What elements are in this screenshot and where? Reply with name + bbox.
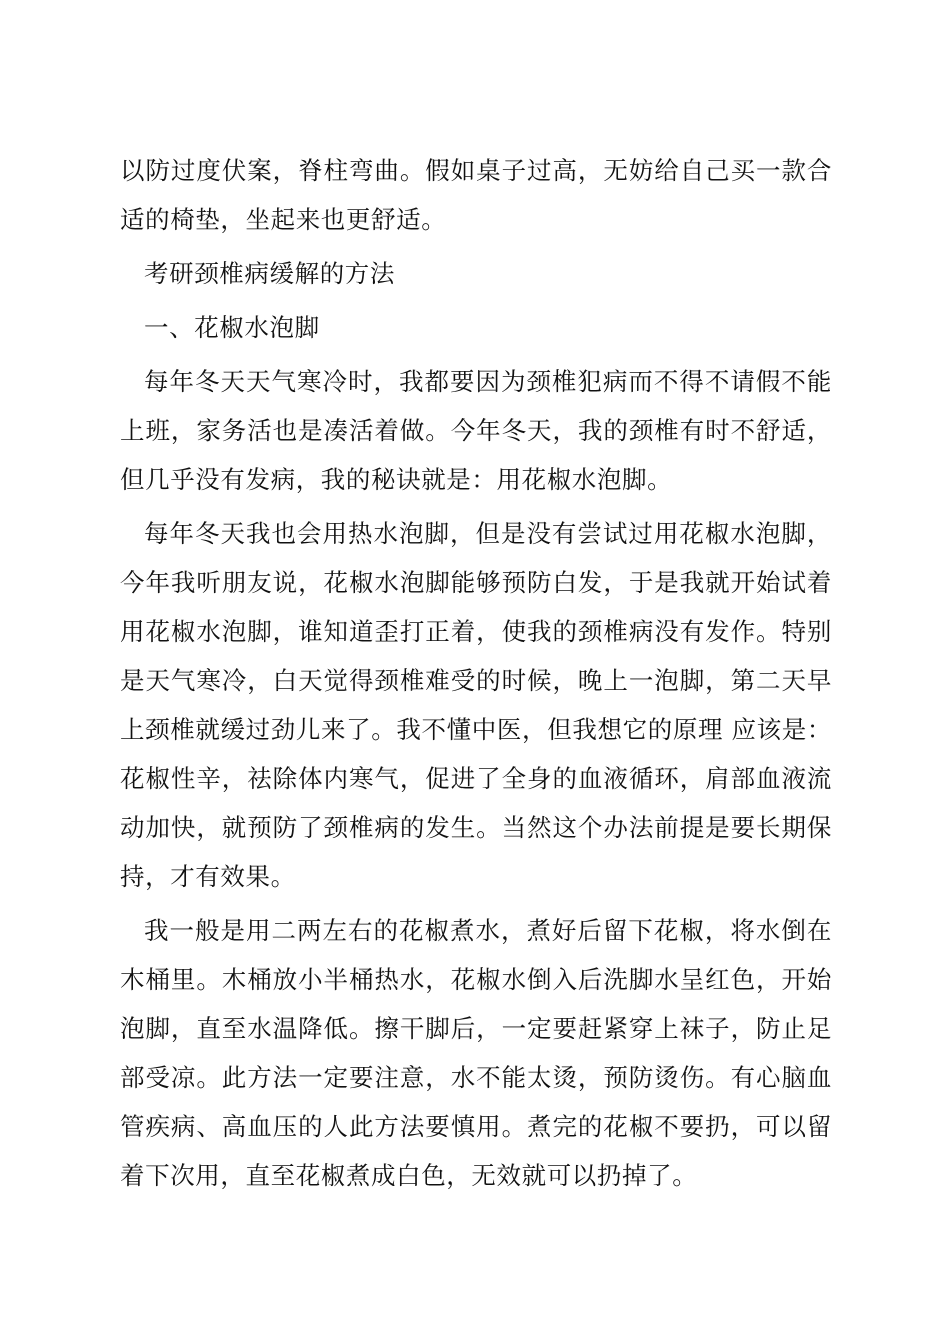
- paragraph: 每年冬天我也会用热水泡脚，但是没有尝试过用花椒水泡脚，今年我听朋友说，花椒水泡脚能够预防白发，于是我就开始试着用花椒水泡脚，谁知道歪打正着，使我的颈椎病没有发作。特别是天气寒冷，白天觉得颈椎难受的时候，晚上一泡脚，第二天早上颈椎就缓过劲儿来了。我不懂中医，但我想它的原理 应该是：花椒性辛，祛除体内寒气，促进了全身的血液循环，肩部血液流动加快，就预防了颈椎病的发生。当然这个办法前提是要长期保持，才有效果。: [120, 519, 832, 891]
- subsection-heading: 一、花椒水泡脚: [144, 313, 320, 342]
- paragraph: 每年冬天天气寒冷时，我都要因为颈椎犯病而不得不请假不能上班，家务活也是凑活着做。今年冬天，我的颈椎有时不舒适，但几乎没有发病，我的秘诀就是：用花椒水泡脚。: [120, 367, 832, 494]
- paragraph-continuation: 以防过度伏案，脊柱弯曲。假如桌子过高，无妨给自己买一款合适的椅垫，坐起来也更舒适。: [120, 156, 832, 234]
- paragraph: 我一般是用二两左右的花椒煮水，煮好后留下花椒，将水倒在木桶里。木桶放小半桶热水，花椒水倒入后洗脚水呈红色，开始泡脚，直至水温降低。擦干脚后，一定要赶紧穿上袜子，防止足部受凉。此方法一定要注意，水不能太烫，预防烫伤。有心脑血管疾病、高血压的人此方法要慎用。煮完的花椒不要扔，可以留着下次用，直至花椒煮成白色，无效就可以扔掉了。: [120, 916, 832, 1190]
- section-heading: 考研颈椎病缓解的方法: [144, 259, 395, 288]
- document-body: [120, 146, 832, 1205]
